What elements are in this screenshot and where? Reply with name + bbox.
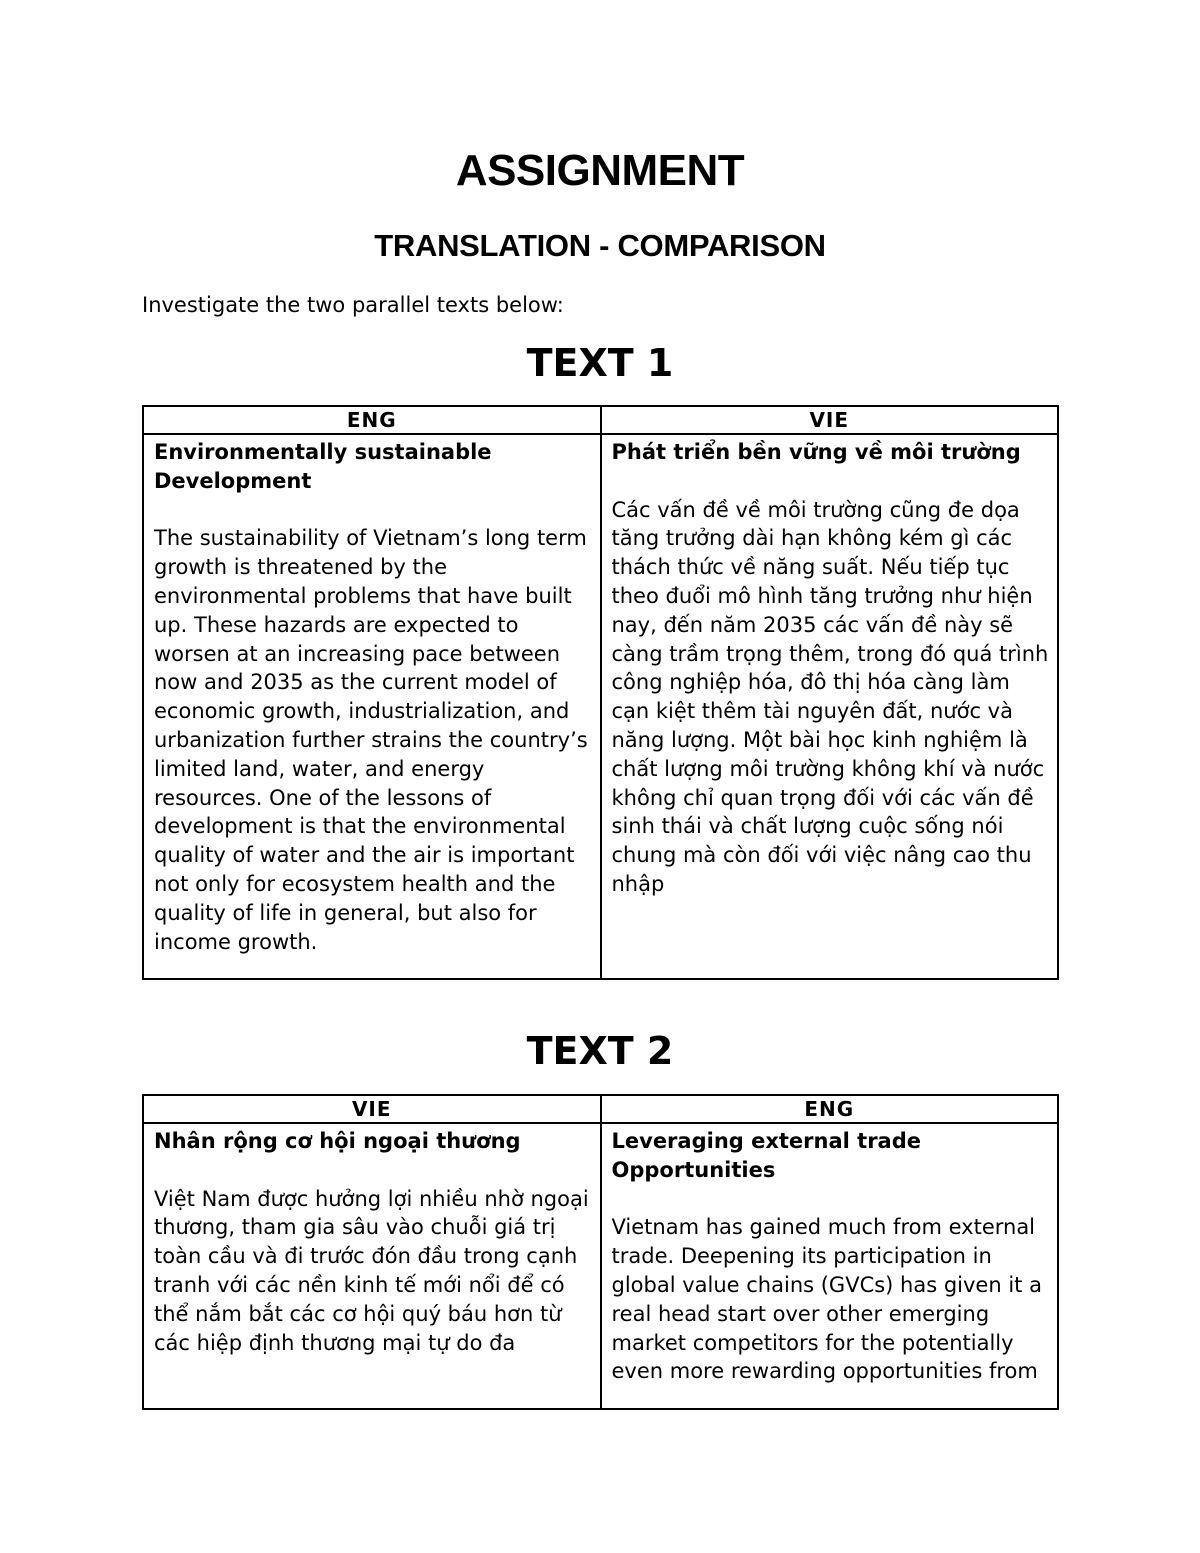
text2-left-title: Nhân rộng cơ hội ngoại thương (154, 1129, 521, 1153)
text2-table (142, 1094, 1059, 1410)
text1-heading: TEXT 1 (526, 341, 674, 385)
text2-heading: TEXT 2 (526, 1029, 674, 1073)
page-title: ASSIGNMENT (455, 146, 745, 195)
page-subtitle: TRANSLATION - COMPARISON (374, 228, 826, 263)
text1-left-body: The sustainability of Vietnam’s long term growth is threatened by the environmental problems that have built up. These hazards are expected to worsen at an increasing pace between now and 2035 as the current model of economic growth, industrialization, and urbanization further strains the country’s limited land, water, and energy resources. One of the lessons of development is that the environmental quality of water and the air is important not only for ecosystem health and the quality of life in general, but also for income growth. (154, 526, 588, 954)
text1-left-title: Environmentally sustainable Development (154, 440, 492, 493)
text1-right-lang-header: VIE (601, 406, 1059, 434)
text2-left-body: Việt Nam được hưởng lợi nhiều nhờ ngoại thương, tham gia sâu vào chuỗi giá trị toàn cầu và đi trước đón đầu trong cạnh tranh với các nền kinh tế mới nổi để có thể nắm bắt các cơ hội quý báu hơn từ các hiệp định thương mại tự do đa (154, 1186, 589, 1355)
text1-header-row (143, 406, 1058, 434)
text1-table (142, 405, 1059, 980)
text2-header-row (143, 1095, 1058, 1123)
text1-right-title: Phát triển bền vững về môi trường (611, 440, 1021, 464)
text2-right-cell (601, 1123, 1059, 1409)
text2-left-cell (143, 1123, 601, 1409)
text1-right-body: Các vấn đề về môi trường cũng đe dọa tăng trưởng dài hạn không kém gì các thách thức về năng suất. Nếu tiếp tục theo đuổi mô hình tăng trưởng như hiện nay, đến năm 2035 các vấn đề này sẽ càng trầm trọng thêm, trong đó quá trình công nghiệp hóa, đô thị hóa càng làm cạn kiệt thêm tài nguyên đất, nước và năng lượng. Một bài học kinh nghiệm là chất lượng môi trường không khí và nước không chỉ quan trọng đối với các vấn đề sinh thái và chất lượng cuộc sống nói chung mà còn đối với việc nâng cao thu nhập (611, 497, 1049, 896)
instruction-text: Investigate the two parallel texts below: (142, 293, 564, 317)
text2-right-lang-header: ENG (601, 1095, 1059, 1123)
text2-content-row (143, 1123, 1058, 1409)
text2-right-body: Vietnam has gained much from external trade. Deepening its participation in global value chains (GVCs) has given it a real head start over other emerging market competitors for the potentially even more rewarding opportunities from (611, 1215, 1042, 1384)
text2-right-title: Leveraging external trade Opportunities (611, 1129, 922, 1182)
text1-left-lang-header: ENG (143, 406, 601, 434)
text1-left-cell (143, 434, 601, 979)
text1-content-row (143, 434, 1058, 979)
text1-right-cell (601, 434, 1059, 979)
text2-left-lang-header: VIE (143, 1095, 601, 1123)
